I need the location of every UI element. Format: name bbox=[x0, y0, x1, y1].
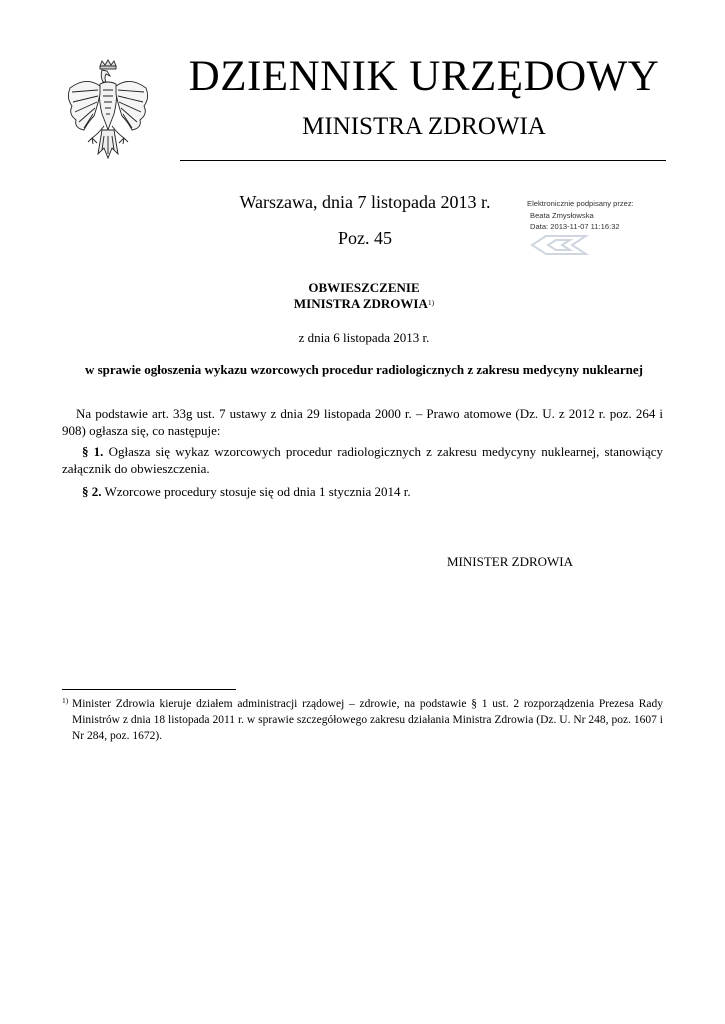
intro-paragraph: Na podstawie art. 33g ust. 7 ustawy z dnia 29 listopada 2000 r. – Prawo atomowe (Dz. U. z 2012 r. poz. 264 i 908) ogłasza się, co następuje: bbox=[62, 406, 663, 438]
notice-title bbox=[62, 280, 666, 312]
signature-label: Elektronicznie podpisany przez: bbox=[527, 199, 634, 208]
section-2-paragraph bbox=[62, 483, 663, 500]
section-1-paragraph bbox=[62, 443, 663, 477]
section-2-text: Wzorcowe procedury stosuje się od dnia 1 stycznia 2014 r. bbox=[101, 484, 411, 499]
notice-title-line2: MINISTRA ZDROWIA$^{1)}$ bbox=[293, 296, 435, 311]
notice-title-line1: OBWIESZCZENIE bbox=[308, 280, 420, 295]
signer-name: Beata Zmysłowska bbox=[530, 210, 594, 220]
notice-date: z dnia 6 listopada 2013 r. bbox=[298, 330, 430, 345]
footnote bbox=[62, 696, 663, 744]
notice-subject: w sprawie ogłoszenia wykazu wzorcowych procedur radiologicznych z zakresu medycyny nuklearnej bbox=[84, 362, 643, 377]
header-divider bbox=[180, 160, 666, 161]
section-2-mark: § 2. bbox=[82, 484, 102, 499]
section-1-mark: § 1. bbox=[82, 444, 104, 459]
signatory: MINISTER ZDROWIA bbox=[447, 554, 574, 569]
footnote-reference: 1) bbox=[427, 298, 435, 307]
section-1-text: Ogłasza się wykaz wzorcowych procedur radiologicznych z zakresu medycyny nuklearnej, stanowiący załącznik do obwieszczenia. bbox=[62, 444, 664, 476]
signature-date: Data: 2013-11-07 11:16:32 bbox=[530, 222, 620, 231]
journal-title: DZIENNIK URZĘDOWY bbox=[188, 53, 660, 100]
position-number: Poz. 45 bbox=[338, 228, 392, 248]
journal-subtitle: MINISTRA ZDROWIA bbox=[302, 113, 546, 140]
place-date: Warszawa, dnia 7 listopada 2013 r. bbox=[239, 192, 491, 212]
electronic-signature-block bbox=[527, 198, 677, 233]
footnote-text: Minister Zdrowia kieruje działem administracji rządowej – zdrowie, na podstawie § 1 ust. 2 rozporządzenia Prezesa Rady Ministrów z dnia 18 listopada 2011 r. w sprawie szczegółowego zakresu działania Ministra Zdrowia (Dz. U. Nr 248, poz. 1607 i Nr 284, poz. 1672). bbox=[72, 698, 663, 742]
footnote-mark: 1) bbox=[62, 696, 69, 705]
footnote-divider bbox=[62, 689, 236, 690]
polish-eagle-emblem-icon bbox=[62, 58, 154, 166]
signature-logo-icon bbox=[528, 233, 590, 257]
